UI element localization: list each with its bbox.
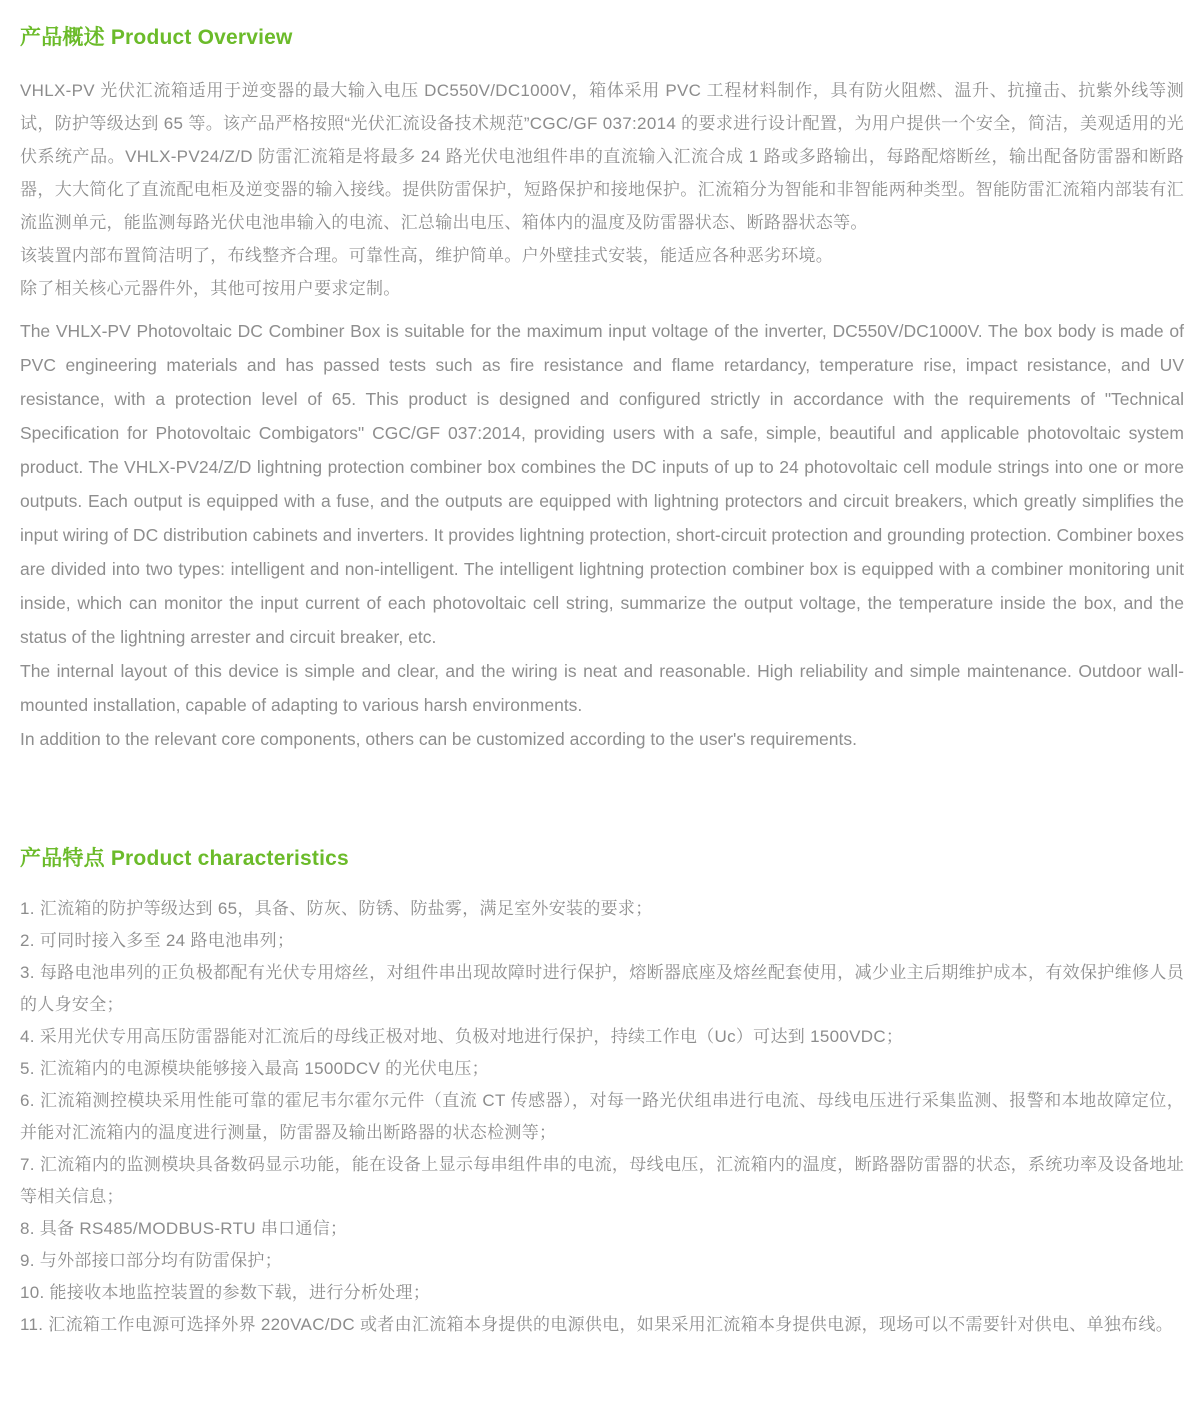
overview-en-paragraph-1: The VHLX-PV Photovoltaic DC Combiner Box is suitable for the maximum input voltage of the inverter, DC550V/DC1000V. The box body is made of PVC engineering materials and has passed tests such as fire resistance and flame retardancy, temperature rise, impact resistance, and UV resistance, with a protection level of 65. This product is designed and configured strictly in accordance with the requirements of "Technical Specification for Photovoltaic Combigators" CGC/GF 037:2014, providing users with a safe, simple, beautiful and applicable photovoltaic system product. The VHLX-PV24/Z/D lightning protection combiner box combines the DC inputs of up to 24 photovoltaic cell module strings into one or more outputs. Each output is equipped with a fuse, and the outputs are equipped with lightning protectors and circuit breakers, which greatly simplifies the input wiring of DC distribution cabinets and inverters. It provides lightning protection, short-circuit protection and grounding protection. Combiner boxes are divided into two types: intelligent and non-intelligent. The intelligent lightning protection combiner box is equipped with a combiner monitoring unit inside, which can monitor the input current of each photovoltaic cell string, summarize the output voltage, the temperature inside the box, and the status of the lightning arrester and circuit breaker, etc.	[20, 321, 1184, 647]
feature-item-10: 10. 能接收本地监控装置的参数下载，进行分析处理；	[20, 1283, 431, 1302]
overview-section-title: 产品概述 Product Overview	[20, 26, 293, 49]
overview-section	[20, 25, 1184, 756]
feature-item-2: 2. 可同时接入多至 24 路电池串列；	[20, 931, 295, 950]
feature-item-4: 4. 采用光伏专用高压防雷器能对汇流后的母线正极对地、负极对地进行保护，持续工作电（Uc）可达到 1500VDC；	[20, 1027, 904, 1046]
feature-item-9: 9. 与外部接口部分均有防雷保护；	[20, 1251, 283, 1270]
overview-en-paragraph-3: In addition to the relevant core components, others can be customized according to the user's requirements.	[20, 729, 858, 749]
feature-item-3: 3. 每路电池串列的正负极都配有光伏专用熔丝，对组件串出现故障时进行保护，熔断器底座及熔丝配套使用，减少业主后期维护成本，有效保护维修人员的人身安全；	[20, 963, 1184, 1014]
overview-zh-paragraph-3: 除了相关核心元器件外，其他可按用户要求定制。	[20, 279, 401, 298]
feature-list	[20, 893, 1184, 1341]
feature-item-6: 6. 汇流箱测控模块采用性能可靠的霍尼韦尔霍尔元件（直流 CT 传感器），对每一路光伏组串进行电流、母线电压进行采集监测、报警和本地故障定位，并能对汇流箱内的温度进行测量，防雷器及输出断路器的状态检测等；	[20, 1091, 1184, 1142]
characteristics-section	[20, 846, 1184, 1341]
characteristics-section-title: 产品特点 Product characteristics	[20, 847, 349, 870]
overview-chinese-text	[20, 74, 1184, 305]
feature-item-5: 5. 汇流箱内的电源模块能够接入最高 1500DCV 的光伏电压；	[20, 1059, 489, 1078]
overview-zh-paragraph-1: VHLX-PV 光伏汇流箱适用于逆变器的最大输入电压 DC550V/DC1000V，箱体采用 PVC 工程材料制作，具有防火阻燃、温升、抗撞击、抗紫外线等测试，防护等级达到 65 等。该产品严格按照“光伏汇流设备技术规范”CGC/GF 037:2014 的要求进行设计配置，为用户提供一个安全，简洁，美观适用的光伏系统产品。VHLX-PV24/Z/D 防雷汇流箱是将最多 24 路光伏电池组件串的直流输入汇流合成 1 路或多路输出，每路配熔断丝，输出配备防雷器和断路器，大大简化了直流配电柜及逆变器的输入接线。提供防雷保护，短路保护和接地保护。汇流箱分为智能和非智能两种类型。智能防雷汇流箱内部装有汇流监测单元，能监测每路光伏电池串输入的电流、汇总输出电压、箱体内的温度及防雷器状态、断路器状态等。	[20, 81, 1184, 232]
overview-en-paragraph-2: The internal layout of this device is simple and clear, and the wiring is neat and reasonable. High reliability and simple maintenance. Outdoor wall-mounted installation, capable of adapting to various harsh environments.	[20, 661, 1184, 715]
feature-item-1: 1. 汇流箱的防护等级达到 65，具备、防灰、防锈、防盐雾，满足室外安装的要求；	[20, 899, 653, 918]
feature-item-8: 8. 具备 RS485/MODBUS-RTU 串口通信；	[20, 1219, 348, 1238]
feature-item-11: 11. 汇流箱工作电源可选择外界 220VAC/DC 或者由汇流箱本身提供的电源供电，如果采用汇流箱本身提供电源，现场可以不需要针对供电、单独布线。	[20, 1315, 1174, 1334]
overview-english-text	[20, 314, 1184, 756]
feature-item-7: 7. 汇流箱内的监测模块具备数码显示功能，能在设备上显示每串组件串的电流，母线电压，汇流箱内的温度，断路器防雷器的状态，系统功率及设备地址等相关信息；	[20, 1155, 1184, 1206]
overview-zh-paragraph-2: 该装置内部布置简洁明了，布线整齐合理。可靠性高，维护简单。户外壁挂式安装，能适应各种恶劣环境。	[20, 246, 834, 265]
